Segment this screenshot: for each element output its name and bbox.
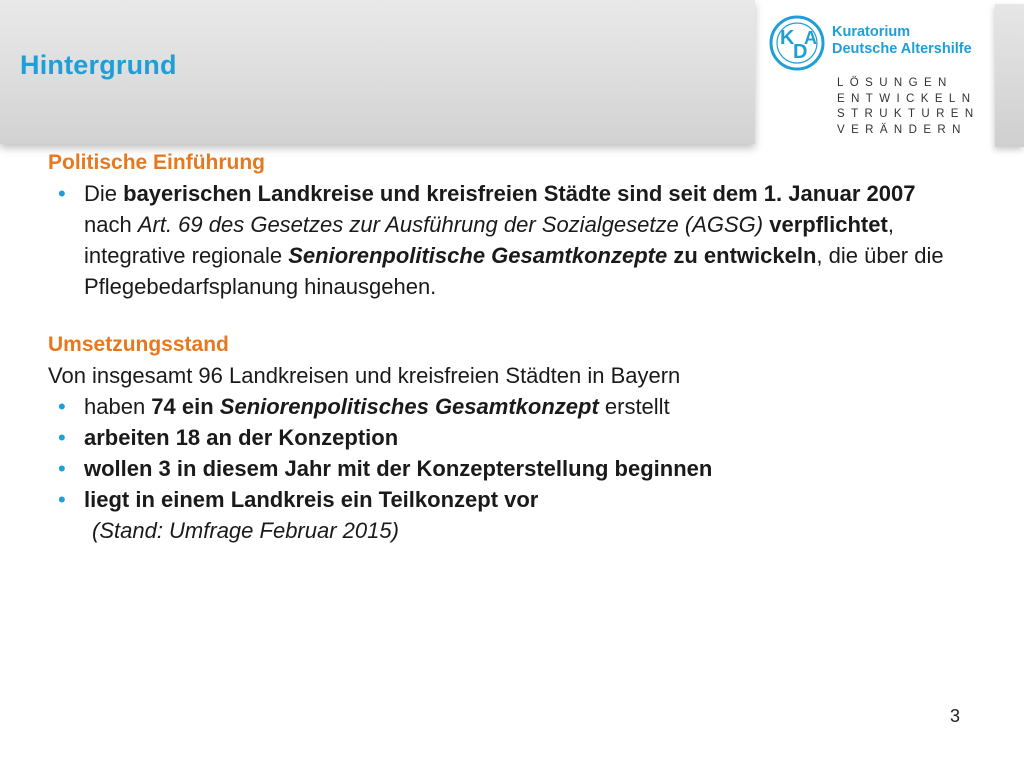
text-run: erstellt xyxy=(598,394,670,419)
svg-text:K: K xyxy=(780,27,795,49)
tagline-line: STRUKTUREN xyxy=(837,108,980,120)
bullet-text: wollen 3 in diesem Jahr mit der Konzepterstellung beginnen xyxy=(84,456,713,481)
text-run: nach xyxy=(84,212,138,237)
kda-logo-icon xyxy=(768,14,826,72)
svg-text:D: D xyxy=(793,41,808,63)
text-run: Die xyxy=(84,181,124,206)
svg-text:A: A xyxy=(804,28,817,48)
text-run-bold: 74 ein xyxy=(151,394,220,419)
logo-name xyxy=(832,24,972,58)
bullet-text: liegt in einem Landkreis ein Teilkonzept vor xyxy=(84,487,539,512)
text-run-bold-italic: Seniorenpolitische Gesamtkonzepte xyxy=(288,243,668,268)
intro-text: Von insgesamt 96 Landkreisen und kreisfreien Städten in Bayern xyxy=(48,363,681,388)
logo-name-line1: Kuratorium xyxy=(832,24,911,40)
bullet-text: arbeiten 18 an der Konzeption xyxy=(84,425,399,450)
bullet-item xyxy=(48,178,968,302)
text-run: , die über die Pflegebedarfsplanung hinausgehen. xyxy=(84,243,944,299)
bullet-item xyxy=(48,484,968,515)
tagline-line: LÖSUNGEN xyxy=(837,77,953,89)
bullet-text xyxy=(84,181,944,299)
bullet-icon: • xyxy=(58,181,66,206)
tagline-line: ENTWICKELN xyxy=(837,92,977,105)
spacer xyxy=(48,302,968,330)
kda-logo xyxy=(768,14,988,70)
bullet-item xyxy=(48,453,968,484)
bullet-item xyxy=(48,422,968,453)
text-run-italic: Art. 69 des Gesetzes zur Ausführung der Sozialgesetze (AGSG) xyxy=(137,212,764,237)
text-run-bold: verpflichtet xyxy=(769,212,888,237)
tagline-line: VERÄNDERN xyxy=(837,123,967,136)
slide-content xyxy=(48,148,968,546)
text-run: haben xyxy=(84,394,152,419)
section-heading-politische-einfuehrung: Politische Einführung xyxy=(48,151,266,174)
text-run-bold: zu entwickeln xyxy=(673,243,817,268)
bullet-icon: • xyxy=(58,456,66,481)
bullet-icon: • xyxy=(58,425,66,450)
slide-title: Hintergrund xyxy=(20,50,177,80)
logo-tagline xyxy=(837,76,980,138)
bullet-icon: • xyxy=(58,487,66,512)
bullet-text xyxy=(84,394,670,419)
text-run-bold-italic: Seniorenpolitisches Gesamtkonzept xyxy=(219,394,599,419)
bullet-icon: • xyxy=(58,394,66,419)
text-run: , integrative regionale xyxy=(84,212,894,268)
bullet-item xyxy=(48,391,968,422)
section-heading-umsetzungsstand: Umsetzungsstand xyxy=(48,333,229,356)
logo-name-line2: Deutsche Altershilfe xyxy=(832,41,972,57)
corner-tab xyxy=(995,4,1024,147)
text-run-bold: bayerischen Landkreise und kreisfreien Städte sind seit dem 1. Januar 2007 xyxy=(123,181,916,206)
source-note: (Stand: Umfrage Februar 2015) xyxy=(92,518,399,543)
page-number: 3 xyxy=(950,706,961,726)
